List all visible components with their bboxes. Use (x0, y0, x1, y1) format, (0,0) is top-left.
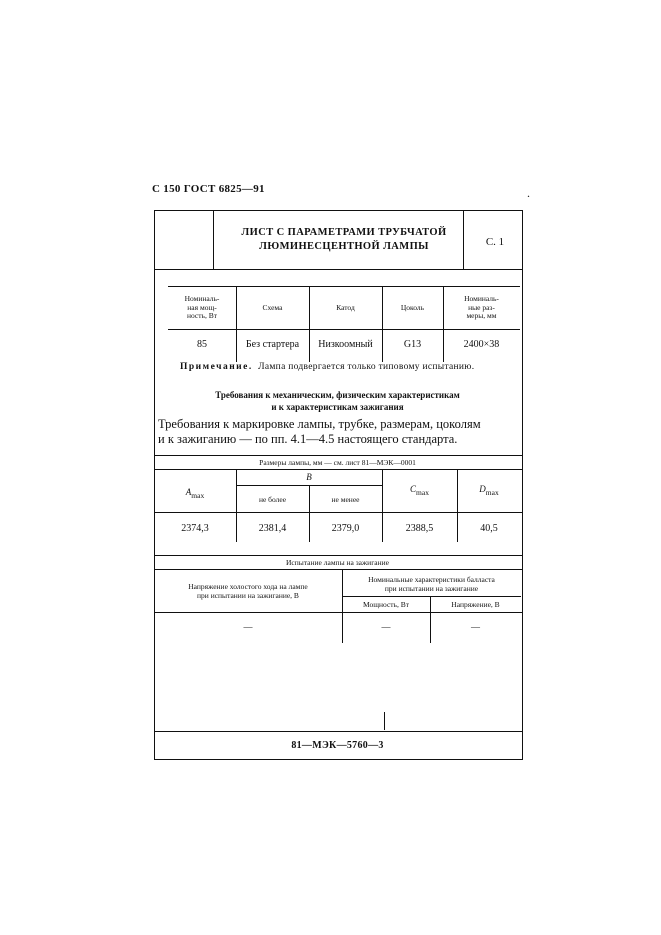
header-power: Номиналь- ная мощ- ность, Вт (184, 294, 220, 320)
header-cathode: Катод (336, 303, 355, 312)
params-col-2 (309, 286, 310, 362)
dims-cell-c: 2388,5 (405, 523, 434, 534)
dims-cell-a: 2374,3 (181, 523, 209, 534)
ignition-top-rule (154, 555, 523, 556)
dims-head-b-max: не более (258, 495, 287, 504)
header-base: Цоколь (400, 303, 425, 312)
dims-cell-b1: 2381,4 (258, 523, 287, 534)
ignition-caption: Испытание лампы на зажигание (286, 558, 389, 567)
title-bottom-rule (154, 269, 523, 270)
ignition-header-rule (154, 612, 523, 613)
dims-caption: Размеры лампы, мм — см. лист 81—МЭК—0001 (259, 458, 416, 467)
cell-scheme: Без стартера (245, 339, 300, 350)
dims-head-a: $A_{max}$ (185, 487, 205, 500)
sheet-title: ЛИСТ С ПАРАМЕТРАМИ ТРУБЧАТОЙ ЛЮМИНЕСЦЕНТНОЙ ЛАМПЫ (241, 227, 447, 252)
ignition-cell-volt: — (471, 622, 480, 632)
title-divider-left (213, 210, 214, 270)
footer-tick (384, 712, 385, 730)
dims-head-b-min: не менее (331, 495, 360, 504)
dims-head-d: $D_{max}$ (479, 484, 499, 497)
dims-header-rule (154, 512, 523, 513)
cell-cathode: Низкоомный (318, 339, 373, 350)
ignition-ballast-rule (342, 596, 521, 597)
cell-base: G13 (403, 339, 422, 350)
title-divider-right (463, 210, 464, 270)
requirements-paragraph: Требования к маркировке лампы, трубке, размерам, цоколям и к зажиганию — по пп. 4.1—4.5 настоящего стандарта. (158, 417, 481, 446)
ignition-head-volt: Напряжение, В (451, 600, 500, 609)
requirements-heading: Требования к механическим, физическим характеристикам и к характеристикам зажигания (215, 390, 460, 412)
params-header-rule (168, 329, 520, 330)
ignition-head-voltage: Напряжение холостого хода на лампе при испытании на зажигание, В (188, 582, 308, 600)
page-header: С 150 ГОСТ 6825—91 (152, 183, 265, 195)
ignition-head-power: Мощность, Вт (362, 600, 409, 609)
ignition-cell-voltage: — (243, 622, 253, 632)
page-mark: . (527, 186, 530, 200)
dims-caption-rule (154, 469, 523, 470)
header-dims: Номиналь- ные раз- меры, мм (464, 294, 499, 320)
note: Примечание. Лампа подвергается только типовому испытанию. (180, 362, 475, 372)
dims-cell-d: 40,5 (480, 523, 498, 534)
cell-power: 85 (197, 339, 207, 350)
dims-b-rule (236, 485, 382, 486)
ignition-cell-power: — (381, 622, 391, 632)
dims-head-b: B (306, 472, 312, 482)
sheet-number: С. 1 (485, 236, 505, 248)
cell-dims: 2400×38 (463, 339, 500, 350)
params-col-3 (382, 286, 383, 362)
params-top-rule (168, 286, 520, 287)
sheet-code: 81—МЭК—5760—3 (291, 740, 384, 751)
dims-cell-b2: 2379,0 (331, 523, 360, 534)
dims-head-c: $C_{max}$ (410, 484, 429, 497)
dims-top-rule (154, 455, 523, 456)
ignition-head-ballast: Номинальные характеристики балласта при испытании на зажигание (368, 575, 495, 593)
ignition-caption-rule (154, 569, 523, 570)
header-scheme: Схема (262, 303, 283, 312)
footer-rule (154, 731, 523, 732)
params-col-1 (236, 286, 237, 362)
